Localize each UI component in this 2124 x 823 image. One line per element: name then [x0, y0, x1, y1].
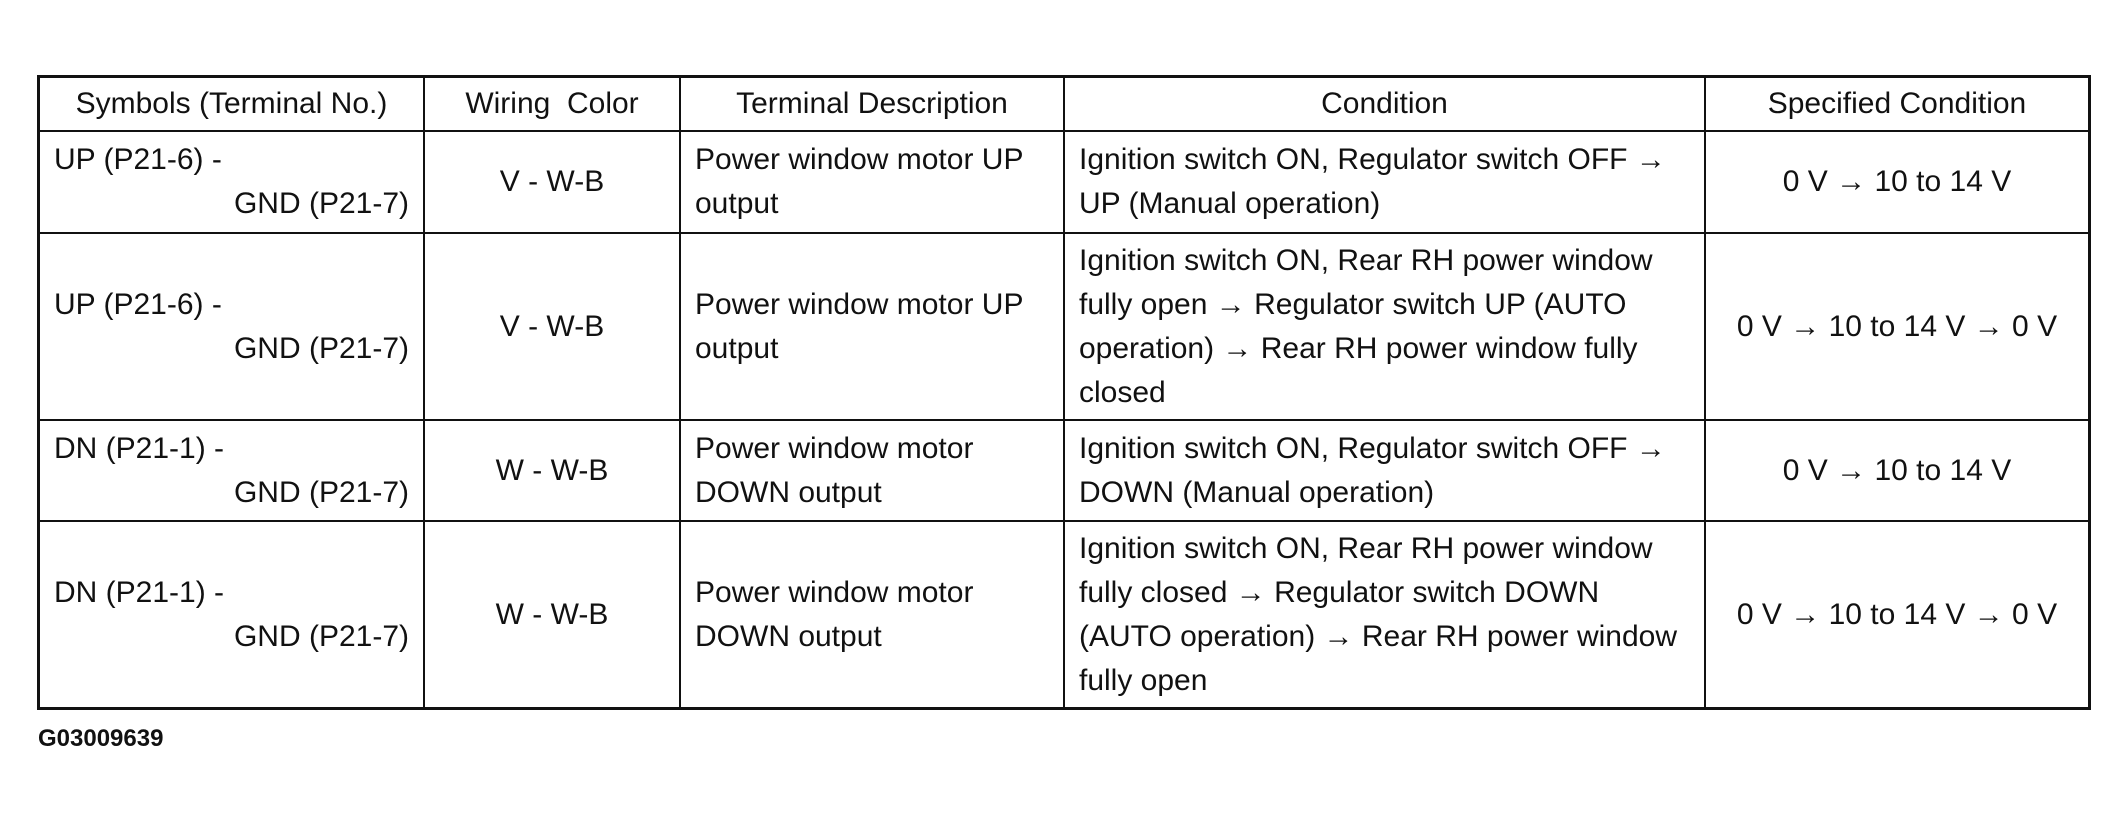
terminal-description-cell: Power window motor UP output	[680, 233, 1064, 420]
symbol-terminal: UP (P21-6) -	[54, 287, 222, 321]
wiring-color-cell: V - W-B	[424, 233, 680, 420]
table-row	[39, 420, 2089, 521]
specified-condition-cell: 0 V → 10 to 14 V → 0 V	[1705, 521, 2089, 708]
condition-cell: Ignition switch ON, Regulator switch OFF → DOWN (Manual operation)	[1064, 420, 1705, 521]
wiring-color-cell: W - W-B	[424, 521, 680, 708]
table-row	[39, 131, 2089, 233]
table-row	[39, 521, 2089, 708]
symbol-ground: GND (P21-7)	[233, 187, 409, 220]
wiring-color-cell: V - W-B	[424, 131, 680, 233]
header-terminal-description: Terminal Description	[680, 77, 1064, 131]
terminal-spec-table	[38, 76, 2090, 709]
symbol-terminal: DN (P21-1) -	[54, 575, 225, 609]
condition-cell: Ignition switch ON, Rear RH power window fully open → Regulator switch UP (AUTO operation) → Rear RH power window fully closed	[1064, 233, 1705, 420]
header-row	[39, 77, 2089, 131]
specified-condition-cell: 0 V → 10 to 14 V → 0 V	[1705, 233, 2089, 420]
symbol-cell	[39, 233, 424, 420]
table-row	[39, 233, 2089, 420]
symbol-ground: GND (P21-7)	[233, 475, 409, 509]
specified-condition-cell: 0 V → 10 to 14 V	[1705, 131, 2089, 233]
symbol-ground: GND (P21-7)	[233, 619, 409, 653]
symbol-terminal: UP (P21-6) -	[54, 143, 222, 176]
symbol-ground: GND (P21-7)	[233, 331, 409, 365]
table-body	[39, 131, 2089, 708]
terminal-description-cell: Power window motor UP output	[680, 131, 1064, 233]
condition-cell: Ignition switch ON, Rear RH power window fully closed → Regulator switch DOWN (AUTO operation) → Rear RH power window fully open	[1064, 521, 1705, 708]
header-symbols: Symbols (Terminal No.)	[39, 77, 424, 131]
specified-condition-cell: 0 V → 10 to 14 V	[1705, 420, 2089, 521]
wiring-color-cell: W - W-B	[424, 420, 680, 521]
figure-id-label: G03009639	[38, 725, 164, 752]
header-specified-condition: Specified Condition	[1705, 77, 2089, 131]
terminal-description-cell: Power window motor DOWN output	[680, 420, 1064, 521]
terminal-description-cell: Power window motor DOWN output	[680, 521, 1064, 708]
symbol-cell	[39, 521, 424, 708]
symbol-cell	[39, 420, 424, 521]
header-wiring-color: Wiring Color	[424, 77, 680, 131]
header-condition: Condition	[1064, 77, 1705, 131]
table-header	[39, 77, 2089, 131]
condition-cell: Ignition switch ON, Regulator switch OFF → UP (Manual operation)	[1064, 131, 1705, 233]
symbol-terminal: DN (P21-1) -	[54, 431, 225, 465]
symbol-cell	[39, 131, 424, 233]
